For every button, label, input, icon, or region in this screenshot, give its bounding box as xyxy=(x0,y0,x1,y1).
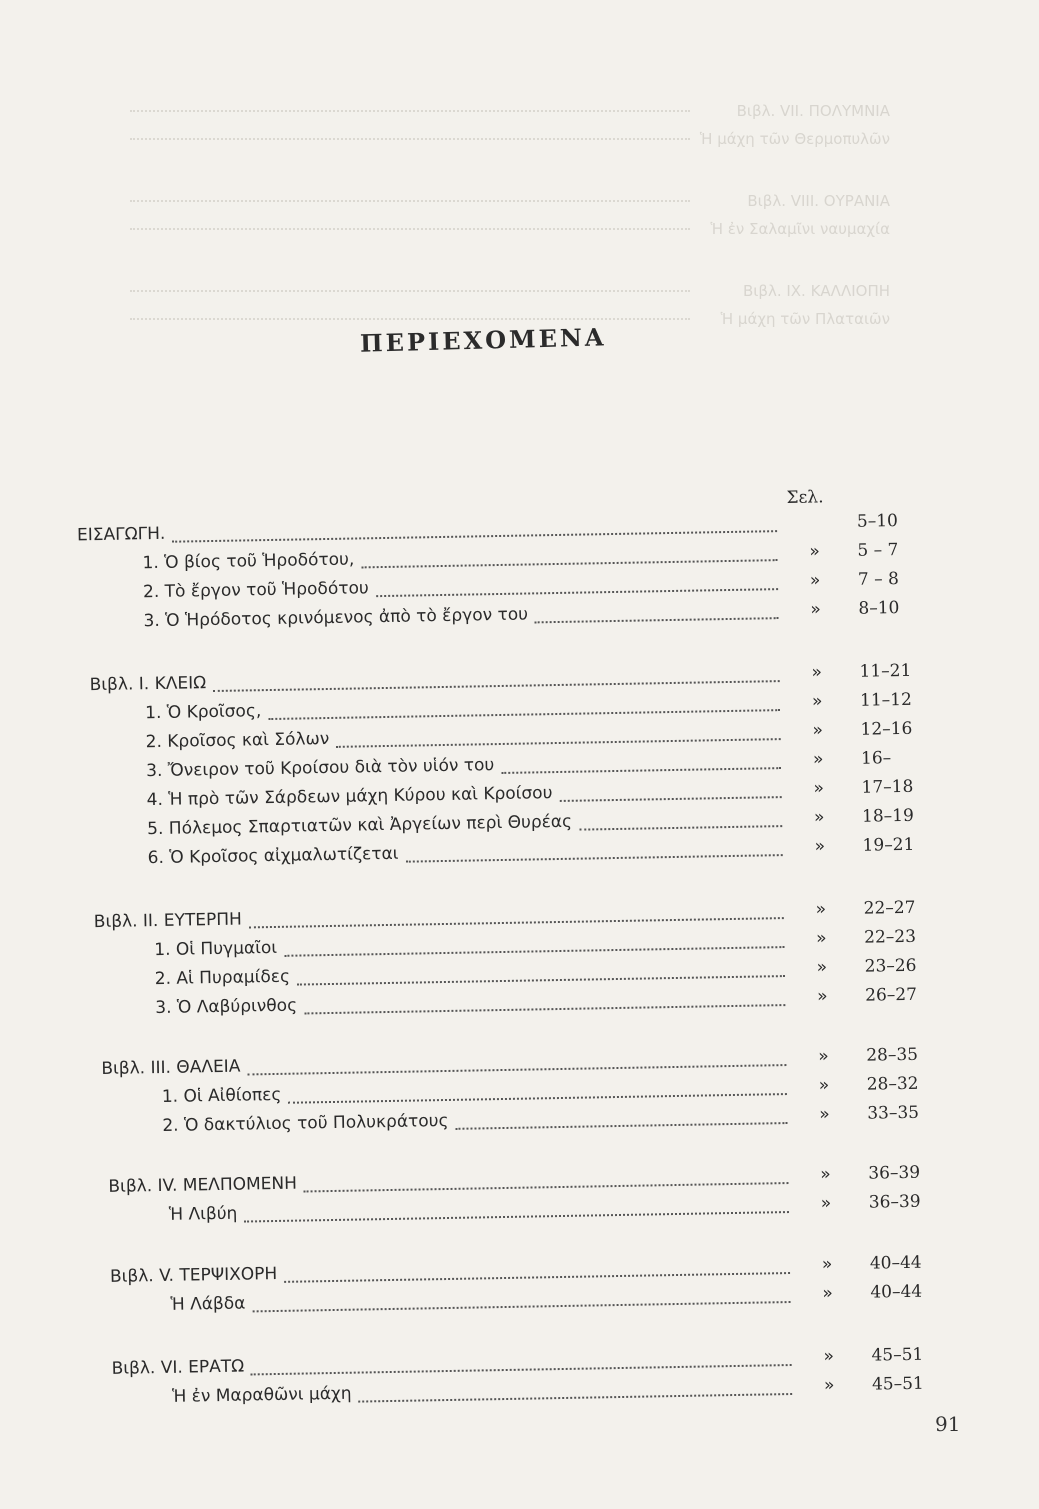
page-range: 19–21 xyxy=(862,834,915,856)
page-range: 5–10 xyxy=(856,511,899,532)
page-range: 40–44 xyxy=(869,1252,922,1274)
toc-entry-title: Ἡ ἐν Μαραθῶνι μάχη xyxy=(171,1383,352,1407)
page-title: ΠΕΡΙΕΧΟΜΕΝΑ xyxy=(359,322,607,358)
page-column-header: Σελ. xyxy=(786,487,824,508)
ditto-mark: » xyxy=(812,749,824,770)
leader-dots xyxy=(406,854,783,863)
ditto-mark: » xyxy=(811,662,823,683)
toc-entry-title: 2. Κροῖσος καὶ Σόλων xyxy=(145,728,330,753)
ditto-mark: » xyxy=(823,1346,835,1367)
toc-entry-title: 5. Πόλεμος Σπαρτιατῶν καὶ Ἀργείων περὶ Θυρέας xyxy=(147,811,573,840)
leader-dots xyxy=(247,1064,786,1075)
leader-dots xyxy=(362,559,778,568)
page-range: 40–44 xyxy=(870,1281,923,1303)
ditto-mark: » xyxy=(813,807,825,828)
bleed-through-text-line: Ἡ ἐν Σαλαμῖνι ναυμαχία xyxy=(710,220,890,238)
page-range: 36–39 xyxy=(868,1162,921,1184)
page-range: 17–18 xyxy=(861,776,914,798)
leader-dots xyxy=(304,1182,789,1192)
leader-dots xyxy=(358,1393,792,1403)
page-range: 16– xyxy=(860,748,892,769)
ditto-mark: » xyxy=(816,928,827,949)
ditto-mark: » xyxy=(813,778,825,799)
toc-entry-title: Βιβλ. III. ΘΑΛΕΙΑ xyxy=(101,1056,241,1080)
page-range: 45–51 xyxy=(871,1373,924,1395)
toc-entry-title: Βιβλ. II. ΕΥΤΕΡΠΗ xyxy=(93,909,243,933)
ditto-mark: » xyxy=(816,957,828,978)
leader-dots xyxy=(288,1093,787,1104)
leader-dots xyxy=(284,1272,790,1283)
bleed-through-text-line: Ἡ μάχη τῶν Πλαταιῶν xyxy=(720,310,890,328)
leader-dots xyxy=(455,1122,787,1130)
page-range: 36–39 xyxy=(868,1191,921,1213)
leader-dots xyxy=(376,588,778,597)
toc-entry-title: 3. Ὄνειρον τοῦ Κροίσου διὰ τὸν υἱόν του xyxy=(146,755,495,782)
page-range: 26–27 xyxy=(865,984,918,1006)
leader-dots xyxy=(297,975,785,986)
toc-entry-title: 1. Οἱ Αἰθίοπες xyxy=(161,1084,282,1107)
leader-dots xyxy=(336,738,781,748)
toc-entry-title: Βιβλ. I. ΚΛΕΙΩ xyxy=(89,673,207,696)
bleed-through-text-line: Ἡ μάχη τῶν Θερμοπυλῶν xyxy=(699,130,890,148)
bleed-through-text-line: Βιβλ. IX. ΚΑΛΛΙΟΠΗ xyxy=(743,282,890,300)
toc-entry-title: 2. Τὸ ἔργον τοῦ Ἡροδότου xyxy=(142,578,369,603)
toc-entry-title: 3. Ὁ Ἡρόδοτος κρινόμενος ἀπὸ τὸ ἔργον του xyxy=(143,604,529,632)
ditto-mark: » xyxy=(818,1075,830,1096)
page-range: 22–23 xyxy=(864,926,917,948)
toc-entry-title: 1. Ὁ Κροῖσος, xyxy=(145,701,262,724)
page-range: 11–21 xyxy=(859,660,912,682)
bleed-through-text-line: Βιβλ. VII. ΠΟΛΥΜΝΙΑ xyxy=(736,102,890,120)
leader-dots xyxy=(268,709,780,720)
toc-entry-title: 6. Ὁ Κροῖσος αἰχμαλωτίζεται xyxy=(147,843,399,869)
ditto-mark: » xyxy=(811,691,823,712)
leader-dots xyxy=(244,1211,789,1223)
toc-entry-title: 2. Ὁ δακτύλιος τοῦ Πολυκράτους xyxy=(162,1110,449,1136)
toc-entry-title: Βιβλ. V. ΤΕΡΨΙΧΟΡΗ xyxy=(109,1263,278,1287)
leader-dots xyxy=(213,680,780,692)
toc-entry-title: Ἡ Λιβύη xyxy=(168,1203,238,1225)
page-range: 22–27 xyxy=(863,897,916,919)
page-range: 11–12 xyxy=(859,689,912,711)
page-range: 23–26 xyxy=(864,955,917,977)
page-number: 91 xyxy=(935,1412,961,1436)
leader-dots xyxy=(253,1301,791,1312)
toc-entry-title: Βιβλ. IV. ΜΕΛΠΟΜΕΝΗ xyxy=(108,1173,298,1197)
ditto-mark: » xyxy=(809,570,821,591)
page-range: 18–19 xyxy=(861,805,915,827)
ditto-mark: » xyxy=(819,1104,830,1125)
leader-dots xyxy=(249,917,784,928)
page-range: 5 – 7 xyxy=(857,540,899,561)
bleed-through-text-line: Βιβλ. VIII. ΟΥΡΑΝΙΑ xyxy=(747,192,890,210)
toc-entry-title: 2. Αἱ Πυραμίδες xyxy=(154,966,291,990)
page-range: 33–35 xyxy=(867,1102,920,1124)
toc-entry-title: Βιβλ. VI. ΕΡΑΤΩ xyxy=(111,1356,245,1379)
toc-entry-title: ΕΙΣΑΓΩΓΗ. xyxy=(76,523,166,546)
ditto-mark: » xyxy=(815,899,827,920)
leader-dots xyxy=(579,825,782,831)
toc-entry-title: 4. Ἡ πρὸ τῶν Σάρδεων μάχη Κύρου καὶ Κροίσου xyxy=(146,783,553,811)
toc-entry-title: 3. Ὁ Λαβύρινθος xyxy=(155,995,298,1019)
toc-entry-title: Ἡ Λάβδα xyxy=(170,1293,246,1315)
toc-entry-title: 1. Οἱ Πυγμαῖοι xyxy=(154,937,278,961)
page-range: 28–32 xyxy=(866,1073,919,1095)
ditto-mark: » xyxy=(814,836,826,857)
ditto-mark: » xyxy=(818,1046,829,1067)
ditto-mark: » xyxy=(817,986,828,1007)
page-range: 12–16 xyxy=(860,718,913,740)
page-range: 7 – 8 xyxy=(857,569,900,590)
leader-dots xyxy=(535,617,779,623)
ditto-mark: » xyxy=(820,1164,831,1185)
leader-dots xyxy=(284,946,784,957)
ditto-mark: » xyxy=(821,1254,833,1275)
toc-entry-title: 1. Ὁ βίος τοῦ Ἡροδότου, xyxy=(142,549,355,574)
leader-dots xyxy=(251,1364,792,1375)
ditto-mark: » xyxy=(823,1375,835,1396)
leader-dots xyxy=(560,796,782,802)
leader-dots xyxy=(304,1004,785,1014)
page-range: 8–10 xyxy=(858,598,900,619)
ditto-mark: » xyxy=(812,720,824,741)
ditto-mark: » xyxy=(822,1283,833,1304)
leader-dots xyxy=(501,767,781,774)
page-range: 45–51 xyxy=(871,1344,924,1366)
ditto-mark: » xyxy=(820,1193,832,1214)
page-range: 28–35 xyxy=(866,1044,919,1066)
leader-dots xyxy=(172,530,777,543)
ditto-mark: » xyxy=(810,599,822,620)
ditto-mark: » xyxy=(809,541,821,562)
